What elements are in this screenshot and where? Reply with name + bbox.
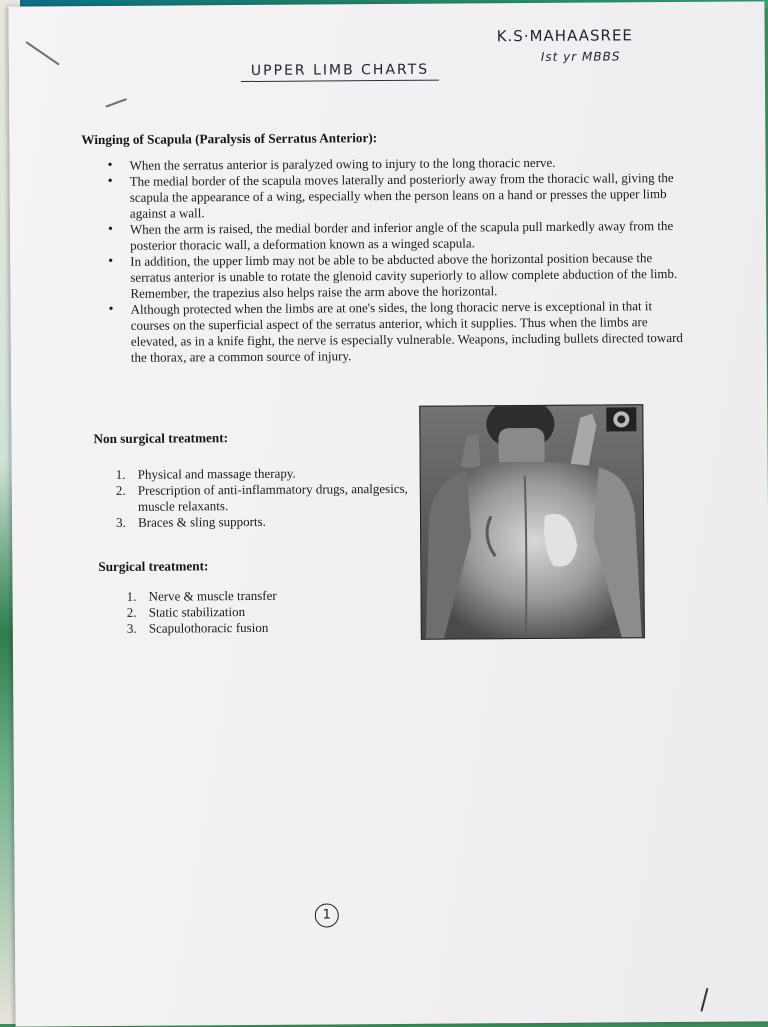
- bullet-item: • When the serratus anterior is paralyzed owing to injury to the long thoracic nerve.: [106, 154, 686, 174]
- item-text: Nerve & muscle transfer: [148, 587, 277, 604]
- item-number: 2.: [115, 482, 126, 498]
- winged-scapula-photo: [419, 404, 645, 640]
- document-title: UPPER LIMB CHARTS: [241, 62, 439, 82]
- winged-scapula-illustration: [420, 405, 644, 639]
- author-name: K.S·MAHAASREE: [496, 26, 633, 46]
- item-number: 3.: [126, 620, 137, 636]
- bullet-item: • Although protected when the limbs are at one's sides, the long thoracic nerve is exceptional in that it courses on the superficial aspect of the serratus anterior, which it supplies. Thus when the limbs are elevated, as in a knife fight, the nerve is especially vulnerable. Weapons, including bullets directed toward the thorax, are a common source of injury.: [107, 298, 687, 366]
- bullet-item: • The medial border of the scapula moves laterally and posteriorly away from the thoracic wall, giving the scapula the appearance of a wing, especially when the person leans on a hand or presses the upper limb against a wall.: [106, 170, 686, 222]
- winging-bullet-list: [106, 154, 687, 366]
- bullet-item: • In addition, the upper limb may not be able to be abducted above the horizontal position because the serratus anterior is unable to rotate the glenoid cavity superiorly to allow complete abduction of the limb. Remember, the trapezius also helps raise the arm above the horizontal.: [106, 250, 686, 302]
- pencil-stroke: [106, 98, 127, 107]
- item-number: 3.: [115, 514, 126, 530]
- list-item: [127, 619, 407, 637]
- item-number: 2.: [126, 604, 137, 620]
- document-page: [8, 1, 768, 1026]
- item-number: 1.: [126, 588, 137, 604]
- item-number: 1.: [115, 466, 126, 482]
- page-number: 1: [315, 903, 339, 927]
- list-item: [116, 481, 416, 515]
- list-item: [127, 603, 407, 621]
- bullet-item: • When the arm is raised, the medial border and inferior angle of the scapula pull markedly away from the posterior thoracic wall, a deformation known as a winged scapula.: [106, 218, 686, 254]
- item-text: Physical and massage therapy.: [137, 465, 296, 482]
- non-surgical-heading: Non surgical treatment:: [93, 430, 229, 447]
- surgical-list: [127, 587, 407, 637]
- pencil-stroke: [26, 41, 60, 65]
- winging-heading: Winging of Scapula (Paralysis of Serratus Anterior):: [81, 130, 378, 148]
- author-year: Ist yr MBBS: [540, 49, 621, 64]
- pencil-stroke: [700, 988, 708, 1012]
- list-item: [116, 513, 416, 531]
- item-text: Scapulothoracic fusion: [148, 619, 269, 636]
- list-item: [127, 587, 407, 605]
- item-text: Braces & sling supports.: [137, 513, 266, 530]
- item-text: Static stabilization: [148, 604, 246, 620]
- non-surgical-list: [116, 465, 416, 531]
- surgical-heading: Surgical treatment:: [98, 558, 209, 575]
- item-text: Prescription of anti-inflammatory drugs, analgesics, muscle relaxants.: [137, 480, 408, 514]
